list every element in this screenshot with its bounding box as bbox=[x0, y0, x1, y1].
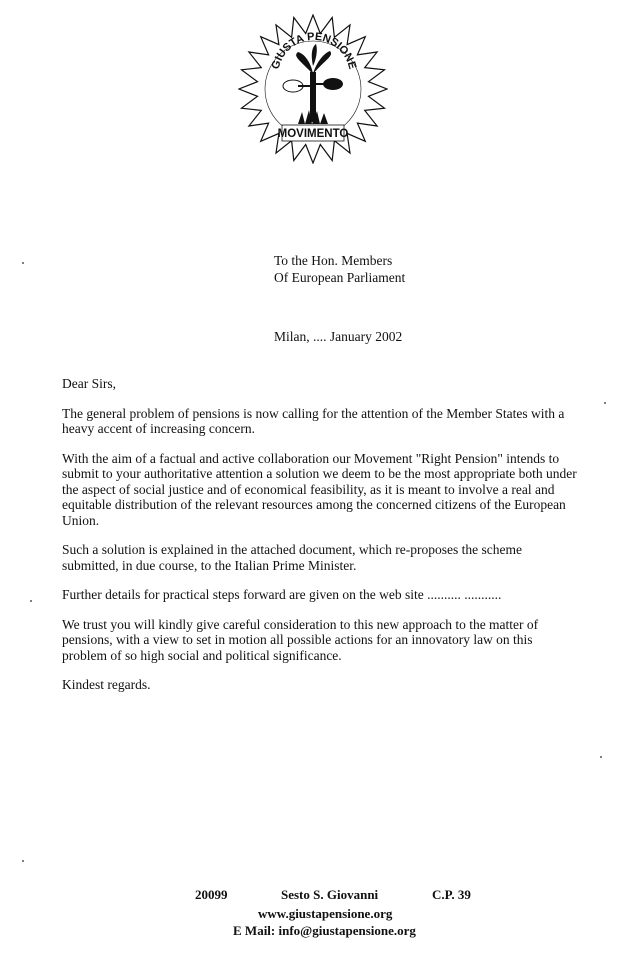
closing: Kindest regards. bbox=[62, 677, 151, 692]
footer-email-line bbox=[233, 922, 416, 939]
footer-email[interactable]: info@giustapensione.org bbox=[278, 923, 416, 938]
letter-date: Milan, .... January 2002 bbox=[274, 329, 403, 344]
paragraph-1: The general problem of pensions is now calling for the attention of the Member States with a heavy accent of increasing concern. bbox=[62, 405, 565, 436]
footer-email-label: E Mail: bbox=[233, 923, 276, 938]
scan-speck bbox=[600, 756, 602, 758]
paragraph-3: Such a solution is explained in the attached document, which re-proposes the scheme submitted, in due course, to the Italian Prime Minister. bbox=[62, 542, 522, 573]
paragraph-4: Further details for practical steps forward are given on the web site .......... ........... bbox=[62, 587, 502, 602]
logo-banner-text: MOVIMENTO bbox=[277, 128, 349, 140]
salutation: Dear Sirs, bbox=[62, 376, 116, 391]
footer-po-box: C.P. 39 bbox=[432, 887, 471, 902]
recipient-line-2: Of European Parliament bbox=[274, 270, 406, 285]
scan-speck bbox=[22, 262, 24, 264]
movement-logo bbox=[238, 14, 388, 164]
logo-arc-text: GIUSTA PENSIONE bbox=[269, 30, 359, 71]
letter-footer bbox=[0, 886, 624, 938]
paragraph-5: We trust you will kindly give careful consideration to this new approach to the matter of pensions, with a view to set in motion all possible actions for an innovatory law on this problem of so high social and political significance. bbox=[62, 616, 539, 663]
paragraph-2: With the aim of a factual and active collaboration our Movement "Right Pension" intends to submit to your authoritative attention a solution we deem to be the most appropriate both under the aspect of social justice and of economical feasibility, as it is meant to involve a real and equitable distribution of the relevant resources among the concerned citizens of the European Union. bbox=[62, 450, 577, 528]
recipient-block bbox=[274, 252, 405, 286]
scan-speck bbox=[30, 600, 32, 602]
footer-city: Sesto S. Giovanni bbox=[281, 887, 379, 902]
footer-zip: 20099 bbox=[195, 887, 228, 902]
letter-body bbox=[62, 376, 578, 707]
scan-speck bbox=[22, 860, 24, 862]
scan-speck bbox=[604, 402, 606, 404]
recipient-line-1: To the Hon. Members bbox=[274, 253, 393, 268]
footer-website[interactable]: www.giustapensione.org bbox=[258, 906, 393, 921]
